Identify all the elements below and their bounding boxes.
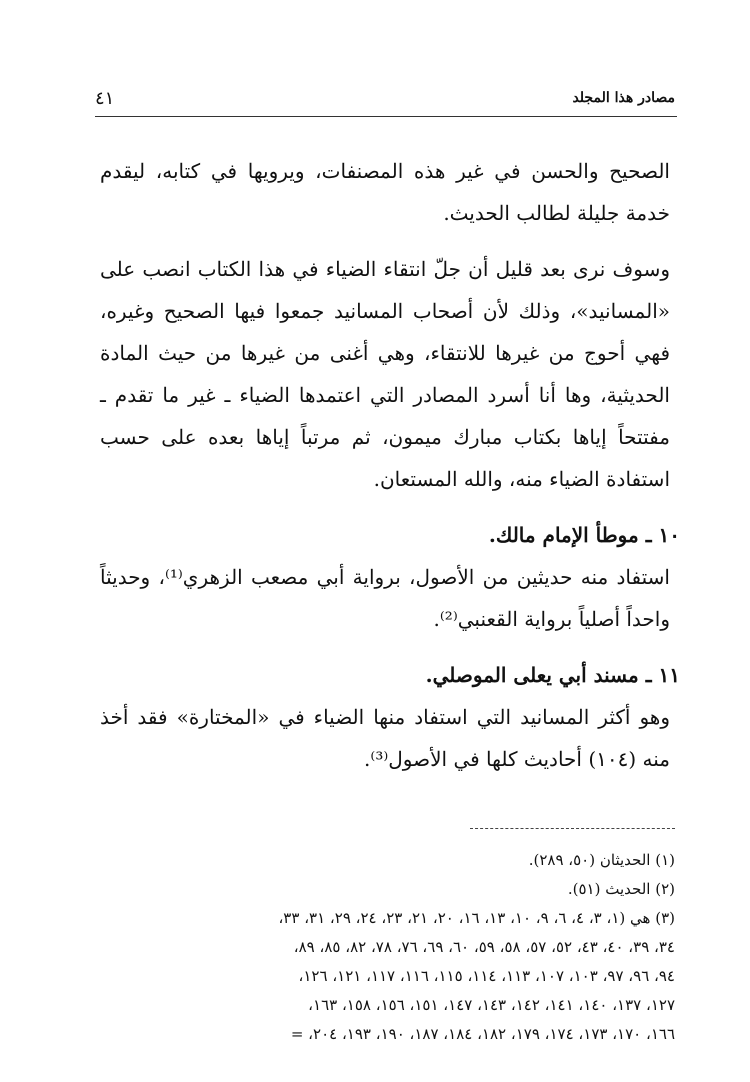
paragraph: وسوف نرى بعد قليل أن جلّ انتقاء الضياء في هذا الكتاب انصب على «المسانيد»، وذلك لأن أصحاب المسانيد جمعوا فيها الصحيح وغيره، فهي أحوج من غيرها للانتقاء، وهي أغنى من غيرها من حيث المادة الحديثية، وها أنا أسرد المصادر التي اعتمدها الضياء ـ غير ما تقدم ـ مفتتحاً إياها بكتاب مبارك ميمون، ثم مرتباً إياها بعده على حسب استفادة الضياء منه، والله المستعان.	[100, 257, 671, 491]
footnote-continuation-line: ٣٤، ٣٩، ٤٠، ٤٣، ٥٢، ٥٧، ٥٨، ٥٩، ٦٠، ٦٩، ٧٦، ٧٨، ٨٢، ٨٥، ٨٩،	[293, 938, 675, 956]
source-item	[100, 654, 680, 780]
footnotes	[100, 846, 675, 1049]
paragraph: الصحيح والحسن في غير هذه المصنفات، ويرويها في كتابه، ليقدم خدمة جليلة لطالب الحديث.	[100, 159, 670, 225]
footnote	[100, 904, 675, 933]
page-header	[95, 88, 675, 114]
footnote-marker: (١)	[655, 851, 675, 869]
source-item-body: استفاد منه حديثين من الأصول، برواية أبي مصعب الزهري⁽¹⁾، وحديثاً واحداً أصلياً برواية القعنبي⁽²⁾.	[100, 565, 670, 631]
footnote-text: هي (١، ٣، ٤، ٦، ٩، ١٠، ١٣، ١٦، ٢٠، ٢١، ٢٣، ٢٤، ٢٩، ٣١، ٣٣،	[278, 909, 651, 927]
main-text	[100, 150, 680, 780]
footnote-continuation-line: ١٢٧، ١٣٧، ١٤٠، ١٤١، ١٤٢، ١٤٣، ١٤٧، ١٥١، ١٥٦، ١٥٨، ١٦٣،	[308, 996, 675, 1014]
source-item	[100, 514, 680, 640]
footnote-marker: (٢)	[655, 880, 675, 898]
footnote-continuation-line: ٩٤، ٩٦، ٩٧، ١٠٣، ١٠٧، ١١٣، ١١٤، ١١٥، ١١٦، ١١٧، ١٢١، ١٢٦،	[298, 967, 675, 985]
footnote	[100, 846, 675, 875]
source-item-heading: ١٠ ـ موطأ الإمام مالك.	[488, 523, 680, 547]
source-item-body: وهو أكثر المسانيد التي استفاد منها الضياء في «المختارة» فقد أخذ منه (١٠٤) أحاديث كلها في الأصول⁽³⁾.	[100, 705, 670, 771]
footnote-continuation-line: ١٦٦، ١٧٠، ١٧٣، ١٧٤، ١٧٩، ١٨٢، ١٨٤، ١٨٧، ١٩٠، ١٩٣، ٢٠٤، =	[290, 1025, 675, 1043]
running-title: مصادر هذا المجلد	[572, 90, 675, 106]
source-item-heading: ١١ ـ مسند أبي يعلى الموصلي.	[425, 663, 680, 687]
header-divider	[95, 116, 677, 117]
footnote-divider	[470, 828, 675, 829]
page-number: ٤١	[95, 88, 115, 109]
footnote	[100, 875, 675, 904]
footnote-text: الحديثان (٥٠، ٢٨٩).	[528, 851, 651, 869]
footnote-marker: (٣)	[655, 909, 675, 927]
footnote-text: الحديث (٥١).	[567, 880, 651, 898]
